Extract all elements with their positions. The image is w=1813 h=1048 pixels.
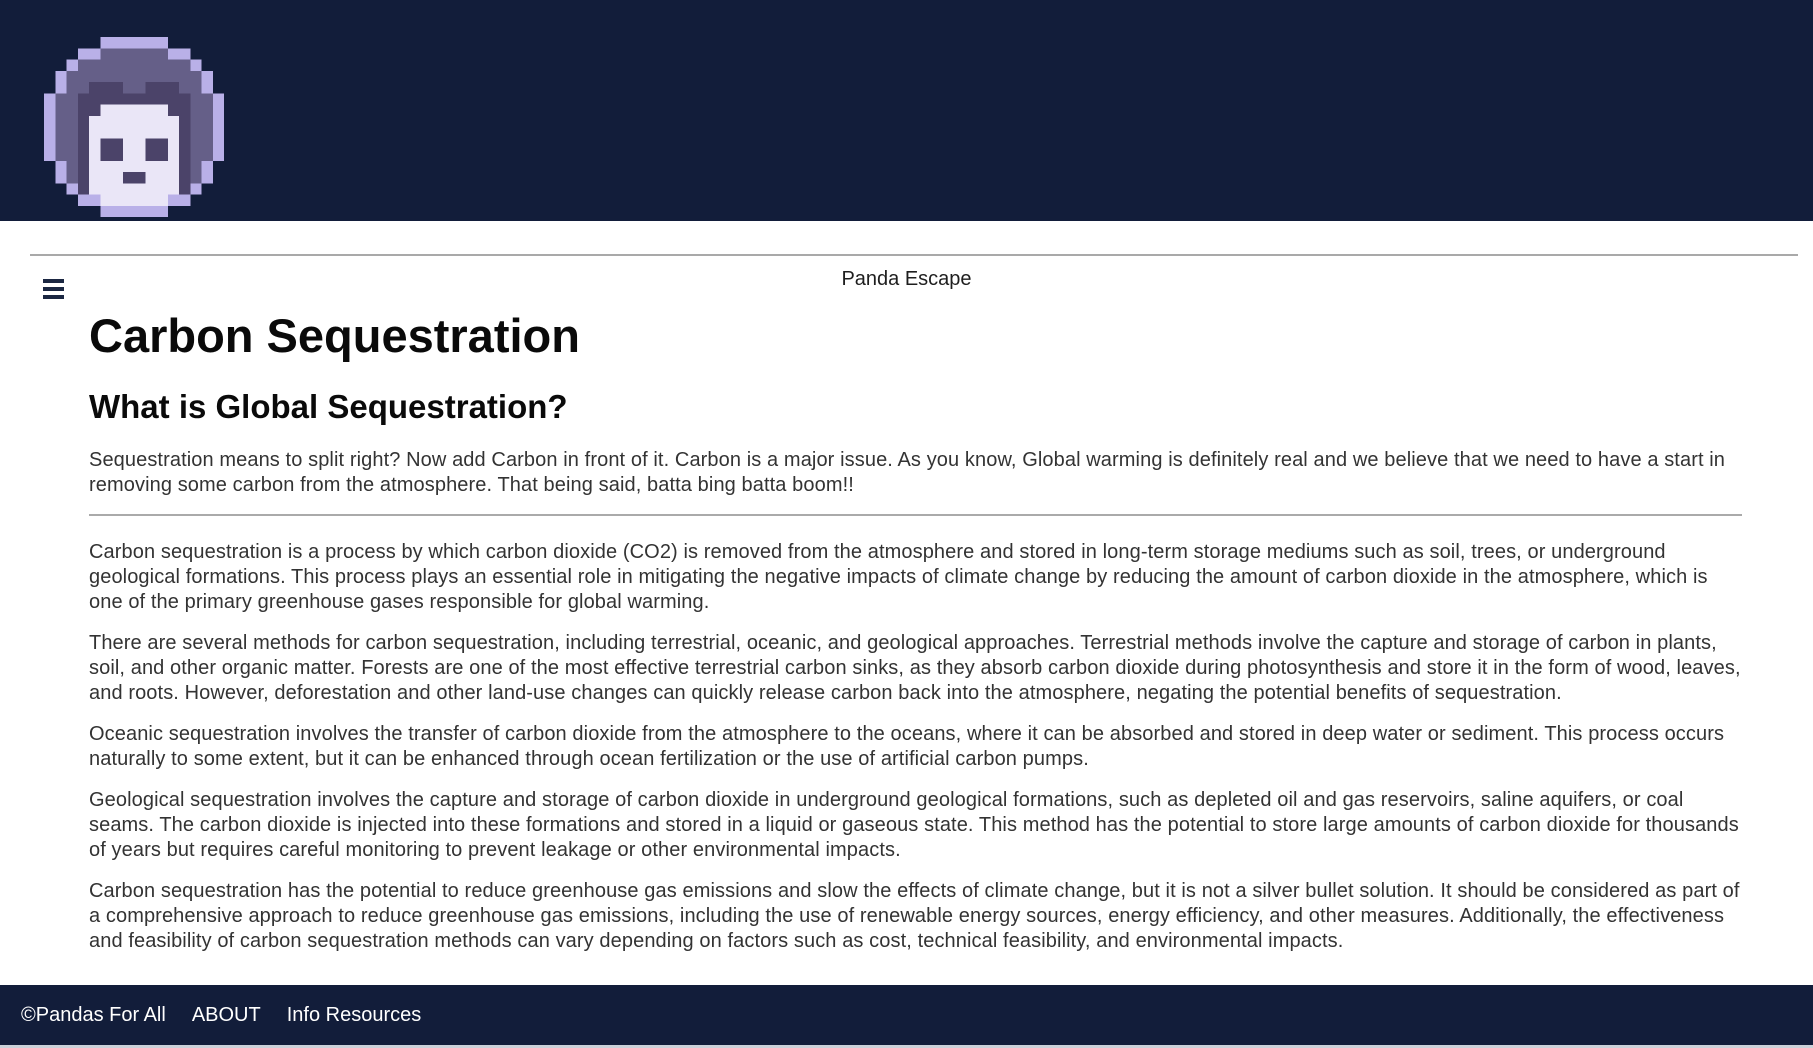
- site-footer: [0, 985, 1813, 1045]
- paragraph: Carbon sequestration is a process by which carbon dioxide (CO2) is removed from the atmosphere and stored in long-term storage mediums such as soil, trees, or underground geological formations. This process plays an essential role in mitigating the negative impacts of climate change by reducing the amount of carbon dioxide in the atmosphere, which is one of the primary greenhouse gases responsible for global warming.: [89, 541, 1708, 613]
- footer-links: [192, 1004, 421, 1027]
- section-divider: [89, 514, 1742, 516]
- site-title: Panda Escape: [841, 268, 972, 290]
- footer-link-about[interactable]: ABOUT: [191, 1003, 261, 1026]
- nav-bar: [0, 256, 1813, 300]
- footer-link-info-resources[interactable]: Info Resources: [286, 1003, 422, 1026]
- intro-paragraph: Sequestration means to split right? Now add Carbon in front of it. Carbon is a major issue. As you know, Global warming is definitely real and we believe that we need to have a start in removing some carbon from the atmosphere. That being said, batta bing batta boom!!: [89, 449, 1726, 496]
- paragraph: There are several methods for carbon sequestration, including terrestrial, oceanic, and geological approaches. Terrestrial methods involve the capture and storage of carbon in plants, soil, and other organic matter. Forests are one of the most effective terrestrial carbon sinks, as they absorb carbon dioxide during photosynthesis and store it in the form of wood, leaves, and roots. However, deforestation and other land-use changes can quickly release carbon back into the atmosphere, negating the potential benefits of sequestration.: [89, 632, 1741, 704]
- paragraph: Oceanic sequestration involves the transfer of carbon dioxide from the atmosphere to the oceans, where it can be absorbed and stored in deep water or sediment. This process occurs naturally to some extent, but it can be enhanced through ocean fertilization or the use of artificial carbon pumps.: [89, 723, 1725, 770]
- copyright-text: ©Pandas For All: [21, 1003, 166, 1026]
- article: [89, 310, 1742, 954]
- pixel-panda-logo-icon: [44, 37, 224, 217]
- page-title: Carbon Sequestration: [89, 309, 580, 362]
- section-subtitle: What is Global Sequestration?: [89, 388, 568, 425]
- paragraph: Geological sequestration involves the capture and storage of carbon dioxide in underground geological formations, such as depleted oil and gas reservoirs, saline aquifers, or coal seams. The carbon dioxide is injected into these formations and stored in a liquid or gaseous state. This method has the potential to store large amounts of carbon dioxide for thousands of years but requires careful monitoring to prevent leakage or other environmental impacts.: [89, 789, 1739, 861]
- paragraph: Carbon sequestration has the potential to reduce greenhouse gas emissions and slow the effects of climate change, but it is not a silver bullet solution. It should be considered as part of a comprehensive approach to reduce greenhouse gas emissions, including the use of renewable energy sources, energy efficiency, and other measures. Additionally, the effectiveness and feasibility of carbon sequestration methods can vary depending on factors such as cost, technical feasibility, and environmental impacts.: [89, 880, 1740, 952]
- hamburger-menu-button[interactable]: [43, 279, 64, 299]
- article-paragraphs: [89, 540, 1742, 954]
- site-header: [0, 0, 1813, 221]
- hamburger-menu-icon: [43, 279, 64, 299]
